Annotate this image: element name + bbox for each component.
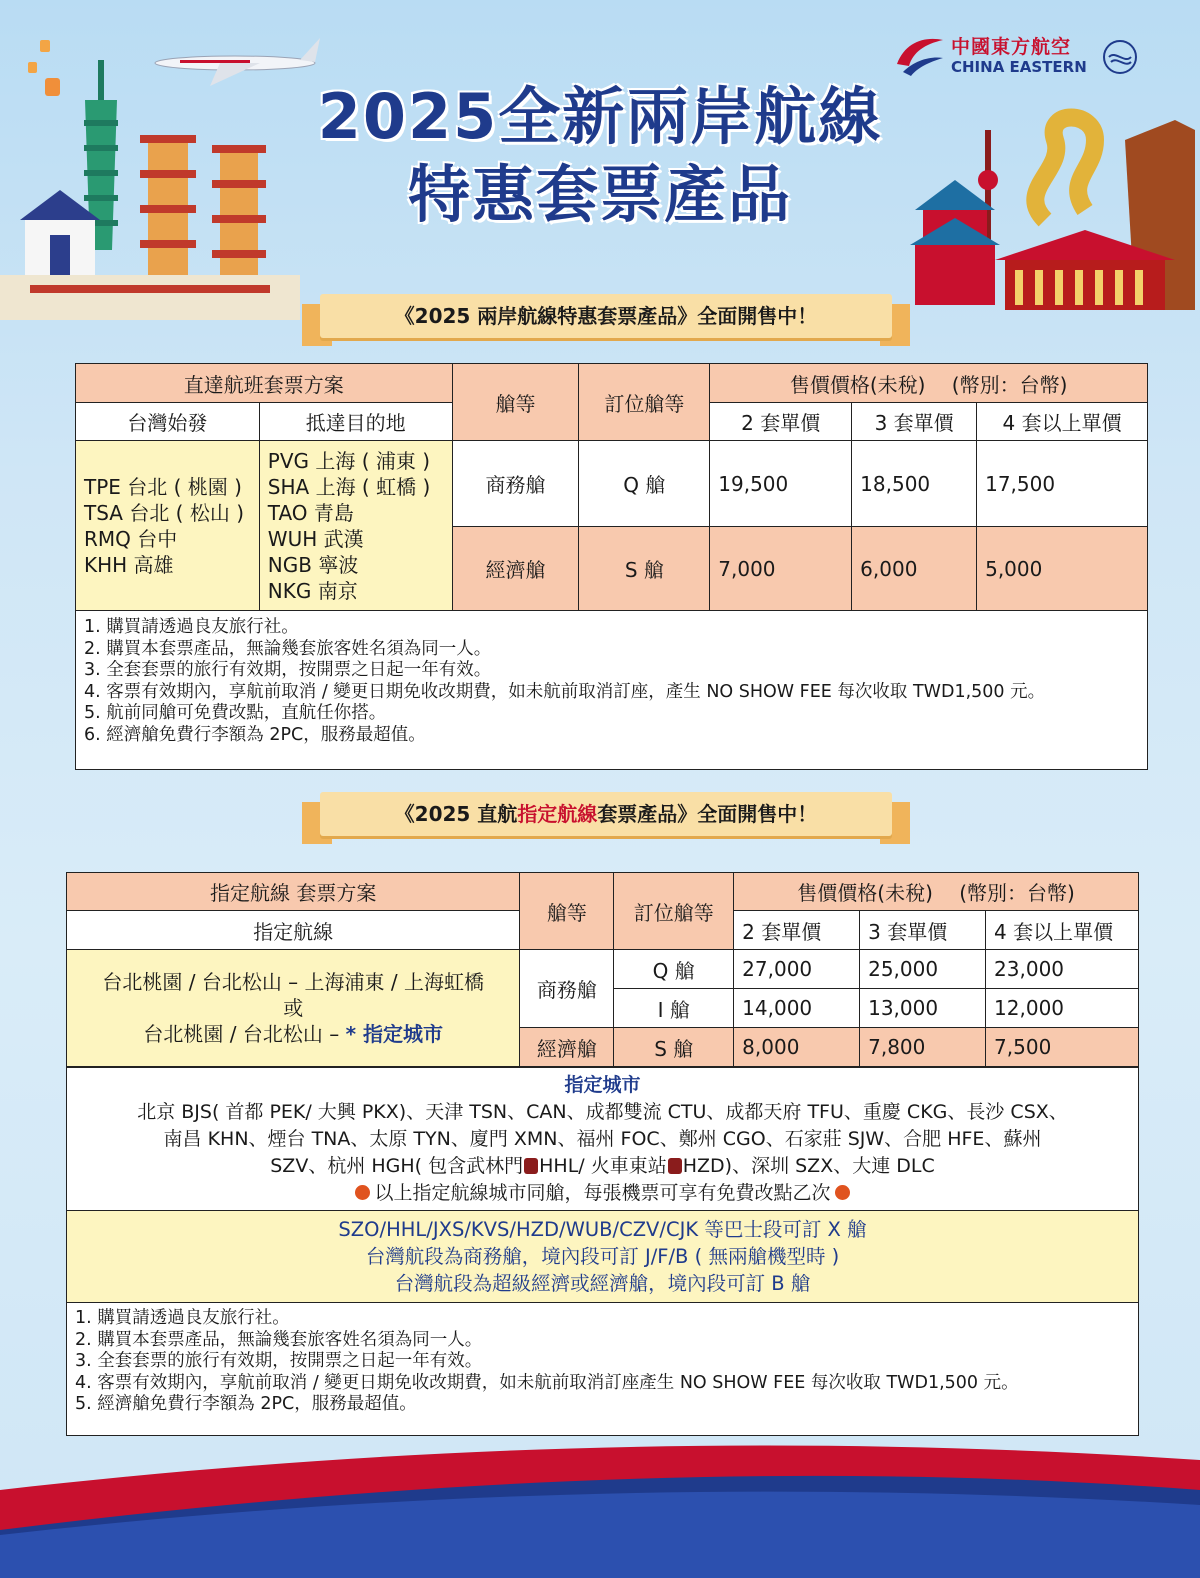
route-description [67, 950, 520, 1067]
orange-dot-icon [355, 1185, 370, 1200]
origin-item: TSA 台北 ( 松山 ) [84, 500, 244, 525]
destination-item: WUH 武漢 [267, 526, 364, 551]
price-header: 售價價格(未稅) (幣別：台幣) [734, 873, 1139, 911]
china-eastern-swallow-logo-icon [895, 34, 945, 78]
booking-class-header: 訂位艙等 [614, 873, 734, 950]
origin-item: TPE 台北 ( 桃園 ) [84, 474, 242, 499]
note-item: 4. 客票有效期內，享航前取消 / 變更日期免收改期費，如未航前取消訂座產生 NO SHOW FEE 每次收取 TWD1,500 元。 [75, 1372, 1019, 1393]
train-icon [668, 1158, 682, 1174]
note-item: 5. 航前同艙可免費改點，直航任你搭。 [84, 703, 387, 723]
direct-flight-price-table [75, 363, 1148, 611]
cities-text: HZD)、深圳 SZX、大連 DLC [682, 1155, 935, 1177]
decorative-wave [0, 1420, 1200, 1578]
logo-chinese-name: 中國東方航空 [951, 36, 1072, 58]
destination-item: PVG 上海 ( 浦東 ) [267, 448, 431, 473]
train-icon [524, 1158, 538, 1174]
price-2-sets-header: 2 套單價 [710, 403, 852, 441]
section2-ribbon [320, 792, 892, 836]
sky-lantern-icon [28, 62, 37, 73]
note-item: 2. 購買本套票產品，無論幾套旅客姓名須為同一人。 [84, 638, 492, 659]
note-item: 2. 購買本套票產品，無論幾套旅客姓名須為同一人。 [75, 1329, 483, 1350]
booking-class: S 艙 [614, 1028, 734, 1067]
price-4-sets: 12,000 [986, 989, 1139, 1028]
note-item: 3. 全套套票的旅行有效期，按開票之日起一年有效。 [84, 660, 492, 680]
price-2-sets: 14,000 [734, 989, 860, 1028]
price-2-sets: 19,500 [710, 441, 852, 527]
booking-class: Q 艙 [614, 950, 734, 989]
free-change-note [67, 1180, 1138, 1207]
plan-header: 直達航班套票方案 [76, 364, 453, 403]
cabin-economy: 經濟艙 [520, 1028, 614, 1067]
sky-lantern-icon [40, 40, 50, 52]
cities-text: SZV、杭州 HGH( 包含武林門 [270, 1155, 524, 1177]
price-3-sets: 25,000 [860, 950, 986, 989]
price-header: 售價價格(未稅) (幣別：台幣) [710, 364, 1148, 403]
logo-english-name: CHINA EASTERN [951, 58, 1087, 76]
price-4-sets: 17,500 [977, 441, 1148, 527]
cabin-header: 艙等 [452, 364, 579, 441]
note-item: 4. 客票有效期內，享航前取消 / 變更日期免收改期費，如未航前取消訂座，產生 NO SHOW FEE 每次收取 TWD1,500 元。 [84, 681, 1046, 702]
price-2-sets: 7,000 [710, 527, 852, 611]
designated-cities-box [66, 1067, 1139, 1211]
price-2-sets: 27,000 [734, 950, 860, 989]
cabin-business: 商務艙 [520, 950, 614, 1028]
title-line-2: 特惠套票產品 [407, 158, 792, 231]
route-line: 台北桃園 / 台北松山 – [143, 1022, 346, 1046]
bus-line: 台灣航段為商務艙，境內段可訂 J/F/B ( 無兩艙機型時 ) [365, 1245, 840, 1268]
price-2-sets: 8,000 [734, 1028, 860, 1067]
note-item: 1. 購買請透過良友旅行社。 [75, 1308, 290, 1328]
origin-list [76, 441, 260, 611]
price-3-sets: 13,000 [860, 989, 986, 1028]
booking-class: Q 艙 [579, 441, 710, 527]
booking-class-header: 訂位艙等 [579, 364, 710, 441]
title-line-1: 2025全新兩岸航線 [317, 80, 883, 153]
destination-item: NKG 南京 [267, 578, 358, 603]
price-3-sets: 7,800 [860, 1028, 986, 1067]
section1-ribbon-text: 《2025 兩岸航線特惠套票產品》全面開售中！ [394, 304, 818, 328]
section1-ribbon [320, 294, 892, 338]
destination-list [259, 441, 452, 611]
section2-ribbon-text-highlight: 指定航線 [517, 802, 598, 826]
note-item: 5. 經濟艙免費行李額為 2PC，服務最超值。 [75, 1394, 417, 1414]
cities-line: 北京 BJS( 首都 PEK/ 大興 PKX)、天津 TSN、CAN、成都雙流 CTU、成都天府 TFU、重慶 CKG、長沙 CSX、 [137, 1101, 1068, 1123]
origin-header: 台灣始發 [76, 403, 260, 441]
china-landmarks-illustration [895, 100, 1200, 315]
price-4-sets-header: 4 套以上單價 [977, 403, 1148, 441]
cabin-economy: 經濟艙 [452, 527, 579, 611]
price-3-sets: 18,500 [852, 441, 977, 527]
destination-item: SHA 上海 ( 虹橋 ) [267, 474, 431, 499]
route-header: 指定航線 [67, 911, 520, 950]
section2-notes [66, 1302, 1139, 1436]
sky-lantern-icon [45, 78, 60, 96]
origin-item: RMQ 台中 [84, 526, 178, 551]
bus-segment-box [66, 1210, 1139, 1303]
china-eastern-logo[interactable] [895, 30, 1150, 85]
price-4-sets: 7,500 [986, 1028, 1139, 1067]
page-title [290, 78, 910, 234]
section2-ribbon-text-pre: 《2025 直航 [394, 802, 518, 826]
designated-city-link: * 指定城市 [345, 1022, 443, 1046]
cities-text: HHL/ 火車東站 [539, 1155, 667, 1177]
designated-cities-title: 指定城市 [564, 1074, 641, 1096]
destination-item: NGB 寧波 [267, 552, 359, 577]
route-line: 台北桃園 / 台北松山 – 上海浦東 / 上海虹橋 [102, 970, 484, 994]
booking-class: I 艙 [614, 989, 734, 1028]
plan-header: 指定航線 套票方案 [67, 873, 520, 911]
bus-line: 台灣航段為超級經濟或經濟艙，境內段可訂 B 艙 [394, 1272, 811, 1295]
cabin-header: 艙等 [520, 873, 614, 950]
price-4-sets: 23,000 [986, 950, 1139, 989]
price-3-sets: 6,000 [852, 527, 977, 611]
price-3-sets-header: 3 套單價 [860, 911, 986, 950]
price-4-sets: 5,000 [977, 527, 1148, 611]
note-item: 1. 購買請透過良友旅行社。 [84, 617, 299, 637]
price-2-sets-header: 2 套單價 [734, 911, 860, 950]
destination-item: TAO 青島 [267, 500, 354, 525]
orange-dot-icon [835, 1185, 850, 1200]
section2-ribbon-text-post: 套票產品》全面開售中！ [597, 802, 818, 826]
cities-line: 南昌 KHN、煙台 TNA、太原 TYN、廈門 XMN、福州 FOC、鄭州 CGO、石家莊 SJW、合肥 HFE、蘇州 [163, 1128, 1042, 1150]
skyteam-logo-icon [1095, 30, 1145, 80]
price-4-sets-header: 4 套以上單價 [986, 911, 1139, 950]
designated-route-price-table [66, 872, 1139, 1067]
bus-line: SZO/HHL/JXS/KVS/HZD/WUB/CZV/CJK 等巴士段可訂 X 艙 [338, 1218, 867, 1241]
cabin-business: 商務艙 [452, 441, 579, 527]
route-line: 或 [283, 996, 304, 1020]
destination-header: 抵達目的地 [259, 403, 452, 441]
origin-item: KHH 高雄 [84, 552, 174, 577]
cities-line [67, 1153, 1138, 1180]
section1-notes [75, 610, 1148, 770]
free-change-text: 以上指定航線城市同艙，每張機票可享有免費改點乙次 [374, 1182, 831, 1204]
note-item: 3. 全套套票的旅行有效期，按開票之日起一年有效。 [75, 1351, 483, 1371]
booking-class: S 艙 [579, 527, 710, 611]
price-3-sets-header: 3 套單價 [852, 403, 977, 441]
note-item: 6. 經濟艙免費行李額為 2PC，服務最超值。 [84, 724, 426, 745]
